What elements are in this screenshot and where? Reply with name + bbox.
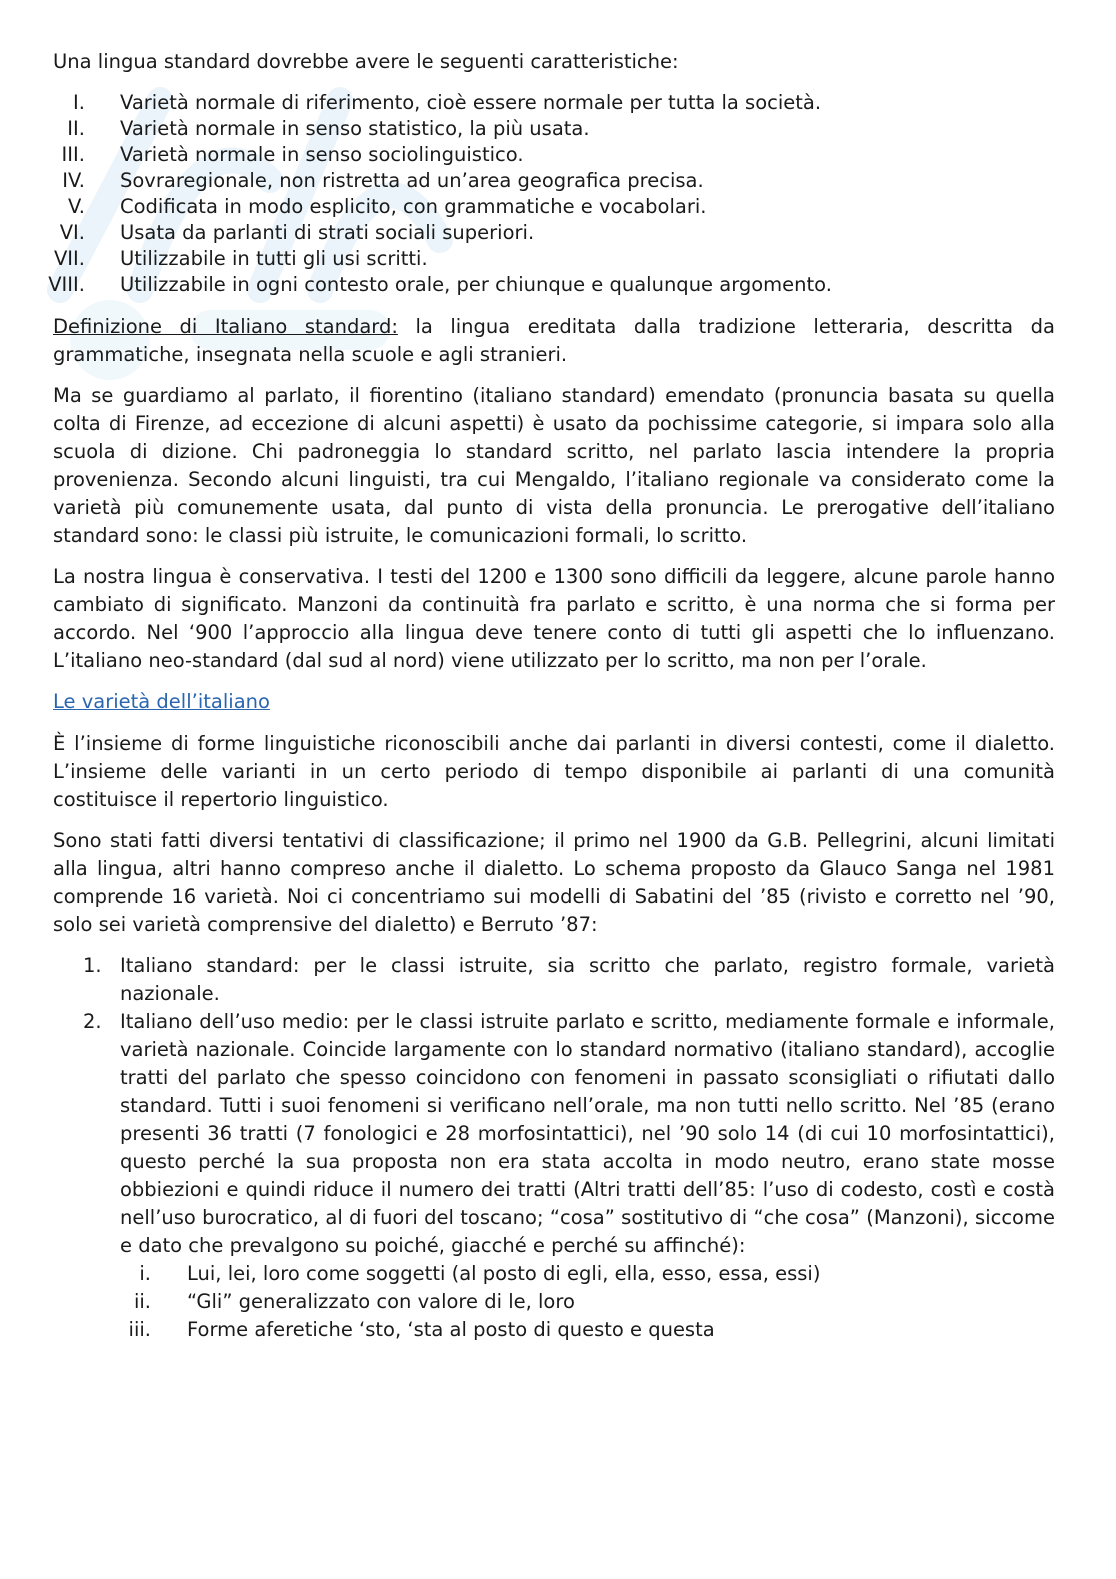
document-page — [48, 48, 1055, 1344]
paragraph: Sono stati fatti diversi tentativi di classificazione; il primo nel 1900 da G.B. Pellegrini, alcuni limitati alla lingua, altri hanno compreso anche il dialetto. Lo schema proposto da Glauco Sanga nel 1981 comprende 16 varietà. Noi ci concentriamo sui modelli di Sabatini del ’85 (rivisto e corretto nel ’90, solo sei varietà comprensive del dialetto) e Berruto ’87: — [53, 829, 1055, 936]
list-item — [53, 142, 1055, 168]
traits-sublist — [53, 1260, 1055, 1344]
paragraph: È l’insieme di forme linguistiche riconoscibili anche dai parlanti in diversi contesti, come il dialetto. L’insieme delle varianti in un certo periodo di tempo disponibile ai parlanti di una comunità costituisce il repertorio linguistico. — [53, 732, 1055, 811]
list-number: ii. — [133, 1290, 151, 1313]
list-item-text: Forme aferetiche ‘sto, ‘sta al posto di questo e questa — [187, 1318, 715, 1341]
list-item-text: Italiano standard: per le classi istruite, sia scritto che parlato, registro formale, varietà nazionale. — [120, 954, 1055, 1005]
list-item-text: Varietà normale di riferimento, cioè essere normale per tutta la società. — [120, 91, 822, 114]
list-item — [53, 1008, 1055, 1260]
definition-text: la lingua ereditata dalla tradizione letteraria, descritta da grammatiche, insegnata nella scuole e agli stranieri. — [53, 315, 1055, 366]
list-item-text: Sovraregionale, non ristretta ad un’area geografica precisa. — [120, 169, 704, 192]
list-number: III. — [61, 143, 85, 166]
list-item-text: Varietà normale in senso sociolinguistico. — [120, 143, 524, 166]
list-number: VII. — [53, 247, 85, 270]
list-number: 1. — [83, 954, 102, 977]
intro-text: Una lingua standard dovrebbe avere le seguenti caratteristiche: — [53, 50, 679, 73]
list-item-text: Varietà normale in senso statistico, la più usata. — [120, 117, 590, 140]
list-item-text: Utilizzabile in ogni contesto orale, per chiunque e qualunque argomento. — [120, 273, 832, 296]
list-item — [53, 1260, 1055, 1288]
list-item-text: Italiano dell’uso medio: per le classi istruite parlato e scritto, mediamente formale e informale, varietà nazionale. Coincide largamente con lo standard normativo (italiano standard), accoglie tratti del parlato che spesso coincidono con fenomeni in passato sconsigliati o rifiutati dallo standard. Tutti i suoi fenomeni si verificano nell’orale, ma non tutti nello scritto. Nel ’85 (erano presenti 36 tratti (7 fonologici e 28 morfosintattici), nel ’90 solo 14 (di cui 10 morfosintattici), questo perché la sua proposta non era stata accolta in modo neutro, erano state mosse obbiezioni e quindi riduce il numero dei tratti (Altri tratti dell’85: l’uso di codesto, costì e costà nell’uso burocratico, al di fuori del toscano; “cosa” sostitutivo di “che cosa” (Manzoni), siccome e dato che prevalgono su poiché, giacché e perché su affinché): — [120, 1010, 1055, 1257]
list-item-text: Usata da parlanti di strati sociali superiori. — [120, 221, 535, 244]
list-item — [53, 220, 1055, 246]
paragraph: Ma se guardiamo al parlato, il fiorentino (italiano standard) emendato (pronuncia basata su quella colta di Firenze, ad eccezione di alcuni aspetti) è usato da pochissime categorie, si impara solo alla scuola di dizione. Chi padroneggia lo standard scritto, nel parlato lascia intendere la propria provenienza. Secondo alcuni linguisti, tra cui Mengaldo, l’italiano regionale va considerato come la varietà più comunemente usata, dal punto di vista della pronuncia. Le prerogative dell’italiano standard sono: le classi più istruite, le comunicazioni formali, lo scritto. — [53, 384, 1055, 547]
list-item — [53, 246, 1055, 272]
list-item — [48, 272, 1055, 298]
definition-term: Definizione di Italiano standard: — [53, 315, 398, 338]
list-item — [53, 168, 1055, 194]
list-number: VI. — [59, 221, 85, 244]
paragraph: La nostra lingua è conservativa. I testi del 1200 e 1300 sono difficili da leggere, alcune parole hanno cambiato di significato. Manzoni da continuità fra parlato e scritto, è una norma che si forma per accordo. Nel ‘900 l’approccio alla lingua deve tenere conto di tutti gli aspetti che lo influenzano. L’italiano neo-standard (dal sud al nord) viene utilizzato per lo scritto, ma non per l’orale. — [53, 565, 1055, 672]
list-number: VIII. — [48, 273, 85, 296]
list-item — [53, 1316, 1055, 1344]
definition-paragraph — [53, 313, 1055, 369]
list-number: IV. — [62, 169, 85, 192]
list-item-text: Utilizzabile in tutti gli usi scritti. — [120, 247, 428, 270]
section-heading — [53, 688, 1055, 716]
list-number: 2. — [83, 1010, 102, 1033]
characteristics-list — [48, 90, 1055, 298]
varieties-list — [53, 952, 1055, 1260]
list-item — [53, 116, 1055, 142]
heading-link[interactable]: Le varietà dell’italiano — [53, 690, 270, 713]
list-number: iii. — [128, 1318, 151, 1341]
list-number: i. — [139, 1262, 151, 1285]
list-item — [53, 1288, 1055, 1316]
list-number: V. — [67, 195, 85, 218]
list-number: I. — [73, 91, 85, 114]
list-item — [53, 90, 1055, 116]
list-item — [53, 952, 1055, 1008]
list-number: II. — [67, 117, 85, 140]
list-item — [53, 194, 1055, 220]
list-item-text: Codificata in modo esplicito, con grammatiche e vocabolari. — [120, 195, 707, 218]
list-item-text: Lui, lei, loro come soggetti (al posto di egli, ella, esso, essa, essi) — [187, 1262, 821, 1285]
list-item-text: “Gli” generalizzato con valore di le, loro — [187, 1290, 575, 1313]
